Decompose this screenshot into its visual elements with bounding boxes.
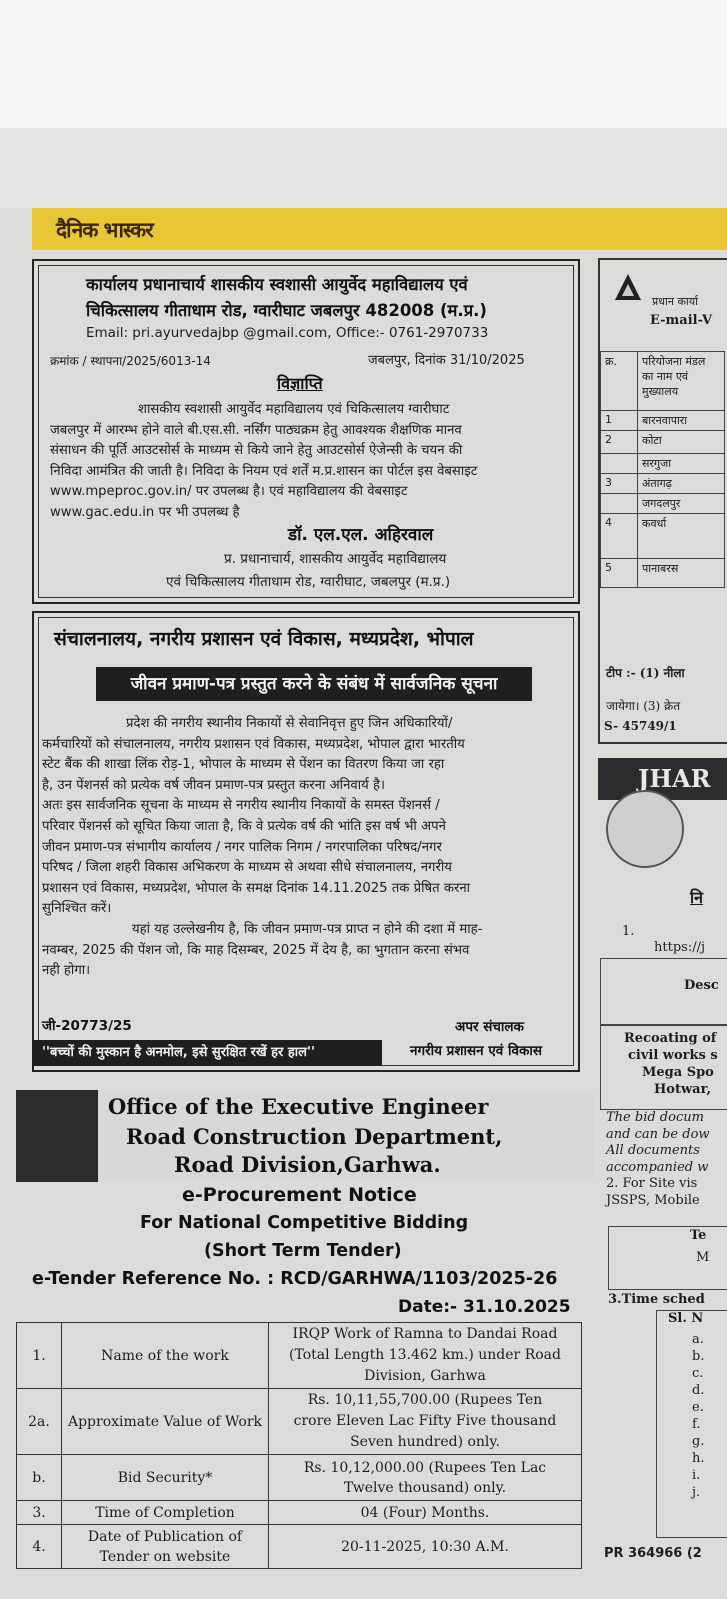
notice1-designation2: एवं चिकित्सालय गीताधाम रोड, ग्वारीघाट, जबलपुर (म.प्र.) (166, 574, 451, 590)
body-line: स्टेट बैंक की शाखा लिंक रोड़-1, भोपाल के माध्यम से पेंशन का वितरण किया जा रहा (42, 757, 445, 773)
row-name: जगदलपुर (638, 494, 725, 514)
notice2-title: संचालनालय, नगरीय प्रशासन एवं विकास, मध्यप्रदेश, भोपाल (54, 628, 474, 650)
right2-letters (692, 1331, 705, 1501)
notice2-ref: जी-20773/25 (42, 1018, 132, 1034)
notice2-body (42, 714, 570, 982)
triangle-logo-icon (614, 272, 642, 302)
body-line: www.mpeproc.gov.in/ पर उपलब्ध है। एवं महाविद्यालय की वेबसाइट (50, 484, 408, 500)
row-name: बारनवापारा (638, 411, 725, 431)
notice2-slogan: ''बच्चों की मुस्कान है अनमोल, इसे सुरक्षित रखें हर हाल'' (32, 1040, 382, 1066)
notice1-contact: Email: pri.ayurvedajbp @gmail.com, Office:- 0761-2970733 (86, 325, 489, 341)
sched-letter: f. (692, 1417, 701, 1432)
table-row (601, 352, 725, 411)
body-line: जीवन प्रमाण-पत्र संभागीय कार्यालय / नगर पालिक निगम / नगरपालिका परिषद/नगर (42, 839, 442, 855)
work-line: civil works s (628, 1048, 718, 1063)
body-line: निविदा आमंत्रित की जाती है। निविदा के नियम एवं शर्तें म.प्र.शासन का पोर्टल इस वेबसाइट (50, 463, 478, 479)
sched-letter: b. (692, 1349, 705, 1364)
notice2-sign2: नगरीय प्रशासन एवं विकास (410, 1043, 542, 1059)
table-row (17, 1389, 582, 1455)
work-line: Mega Spo (642, 1065, 714, 1080)
rcd-heading2: For National Competitive Bidding (140, 1213, 469, 1233)
row-name: सरगुजा (638, 454, 725, 474)
right-note2: जायेगा। (3) क्रेत (606, 699, 681, 713)
body-line: यहां यह उल्लेखनीय है, कि जीवन प्रमाण-पत्र प्राप्त न होने की दशा में माह- (132, 921, 483, 937)
rcd-heading3: (Short Term Tender) (204, 1241, 402, 1261)
row-no: b. (17, 1455, 62, 1501)
sched-letter: c. (692, 1366, 704, 1381)
value-line: Twelve thousand) only. (343, 1479, 507, 1496)
newspaper-logo: दैनिक भास्कर (56, 217, 153, 242)
row-value (269, 1323, 582, 1389)
row-label: Bid Security* (62, 1455, 269, 1501)
body-line: संसाधन की पूर्ति आउटसोर्स के माध्यम से किये जाने हेतु आउटसोर्स ऐजेन्सी के चयन की (50, 443, 463, 459)
text-line: and can be dow (606, 1126, 710, 1142)
body-line: प्रशासन एवं विकास, मध्यप्रदेश, भोपाल के समक्ष दिनांक 14.11.2025 तक प्रेषित करना (42, 880, 471, 896)
row-name: कोटा (638, 431, 725, 454)
row-no: 3. (17, 1501, 62, 1525)
notice1-signatory: डॉ. एल.एल. अहिरवाल (288, 525, 434, 545)
row-label: Time of Completion (62, 1501, 269, 1525)
row-no: 2 (601, 431, 638, 454)
text-line: accompanied w (606, 1159, 709, 1175)
notice1-title-line2: चिकित्सालय गीताधाम रोड, ग्वारीघाट जबलपुर 482008 (म.प्र.) (86, 301, 487, 320)
row-label: Name of the work (62, 1323, 269, 1389)
row-name: अंतागढ़ (638, 474, 725, 494)
table-row (17, 1323, 582, 1389)
right-note1: टीप :- (1) नीला (606, 666, 685, 680)
value-line: 20-11-2025, 10:30 A.M. (341, 1538, 509, 1555)
right2-te: Te (690, 1228, 707, 1243)
table-row (601, 411, 725, 431)
emblem-seal-icon (606, 790, 684, 868)
rcd-date: Date:- 31.10.2025 (398, 1297, 571, 1317)
body-line: है, उन पेंशनर्स को प्रत्येक वर्ष जीवन प्रमाण-पत्र प्रस्तुत करना अनिवार्य है। (42, 777, 385, 793)
row-name: पानाबरस (638, 559, 725, 588)
right2-m: M (696, 1250, 710, 1265)
row-no (601, 454, 638, 474)
table-row (601, 454, 725, 474)
value-line: Rs. 10,12,000.00 (Rupees Ten Lac (303, 1459, 547, 1476)
value-line: (Total Length 13.462 km.) under Road (289, 1347, 561, 1363)
right2-link: https://j (654, 940, 705, 955)
right2-sl-no: Sl. N (668, 1311, 704, 1326)
notice1-designation1: प्र. प्रधानाचार्य, शासकीय आयुर्वेद महाविद्यालय (224, 551, 447, 567)
col-no: क्र. (601, 352, 638, 411)
right2-heading: नि (690, 888, 704, 907)
rcd-tender-table (16, 1322, 582, 1569)
background-top (0, 0, 727, 128)
right-email: E-mail-V (650, 313, 713, 328)
value-line: IRQP Work of Ramna to Dandai Road (292, 1326, 558, 1342)
value-line: Rs. 10,11,55,700.00 (Rupees Ten (307, 1392, 543, 1408)
col-project: परियोजना मंडल का नाम एवं मुख्यालय (638, 352, 725, 411)
row-no: 1. (17, 1323, 62, 1389)
body-line: नवम्बर, 2025 की पेंशन जो, कि माह दिसम्बर, 2025 में देय है, का भुगतान करना संभव (42, 942, 470, 958)
sched-letter: i. (692, 1468, 701, 1483)
rcd-reference: e-Tender Reference No. : RCD/GARHWA/1103/2025-26 (32, 1269, 558, 1289)
text-line: JSSPS, Mobile (606, 1192, 700, 1208)
right2-col-desc: Desc (684, 978, 719, 993)
rcd-office-line2: Road Construction Department, (126, 1124, 503, 1149)
table-row (601, 474, 725, 494)
row-no: 5 (601, 559, 638, 588)
work-line: Recoating of (624, 1031, 717, 1046)
notice2-sign1: अपर संचालक (455, 1019, 524, 1035)
body-line: शासकीय स्वशासी आयुर्वेद महाविद्यालय एवं चिकित्सालय ग्वारीघाट (138, 402, 450, 417)
body-line: परिषद / जिला शहरी विकास अभिकरण के माध्यम से अथवा सीधे संचालनालय, नगरीय (42, 860, 452, 876)
row-no: 3 (601, 474, 638, 494)
body-line: परिवार पेंशनर्स को सूचित किया जाता है, कि वे प्रत्येक वर्ष की भांति इस वर्ष भी अपने (42, 818, 446, 834)
right2-item1: 1. (622, 924, 635, 939)
right2-pr: PR 364966 (2 (604, 1546, 702, 1561)
value-line: 04 (Four) Months. (360, 1504, 490, 1521)
row-no: 4. (17, 1525, 62, 1569)
body-line: कर्मचारियों को संचालनालय, नगरीय प्रशासन एवं विकास, मध्यप्रदेश, भोपाल द्वारा भारतीय (42, 736, 465, 752)
text-line: All documents (606, 1143, 700, 1158)
body-line: अतः इस सार्वजनिक सूचना के माध्यम से नगरीय स्थानीय निकायों के समस्त पेंशनर्स / (42, 798, 440, 814)
right-office: प्रधान कार्या (652, 295, 699, 308)
notice1-heading: विज्ञाप्ति (277, 374, 323, 393)
table-row (601, 431, 725, 454)
work-line: Hotwar, (654, 1082, 712, 1097)
row-label: Date of Publication of Tender on website (62, 1525, 269, 1569)
right2-time-sched: 3.Time sched (608, 1292, 705, 1307)
rcd-office-line1: Office of the Executive Engineer (108, 1094, 489, 1119)
notice2-banner: जीवन प्रमाण-पत्र प्रस्तुत करने के संबंध में सार्वजनिक सूचना (96, 667, 532, 701)
notice1-date: जबलपुर, दिनांक 31/10/2025 (368, 353, 525, 368)
sched-letter: g. (692, 1434, 705, 1449)
body-line: www.gac.edu.in पर भी उपलब्ध है (50, 504, 240, 520)
jharkhand-header: JHAR (598, 758, 727, 800)
row-name: कवर्धा (638, 514, 725, 559)
row-no: 2a. (17, 1389, 62, 1455)
right2-work (624, 1030, 718, 1098)
notice1-ref-no: क्रमांक / स्थापना/2025/6013-14 (50, 354, 211, 368)
value-line: Seven hundred) only. (350, 1434, 500, 1450)
rcd-office-line3: Road Division,Garhwa. (174, 1152, 441, 1177)
row-no: 1 (601, 411, 638, 431)
row-no: 4 (601, 514, 638, 559)
masthead-band (32, 208, 727, 250)
rcd-heading1: e-Procurement Notice (182, 1184, 417, 1206)
row-value (269, 1455, 582, 1501)
rcd-emblem-area (16, 1090, 98, 1182)
row-no (601, 494, 638, 514)
right-project-table (600, 351, 725, 588)
notice1-title-line1: कार्यालय प्रधानाचार्य शासकीय स्वशासी आयुर्वेद महाविद्यालय एवं (86, 275, 468, 294)
sched-letter: d. (692, 1383, 705, 1398)
row-value (269, 1501, 582, 1525)
body-line: नही होगा। (42, 963, 91, 979)
notice1-body (50, 400, 570, 524)
body-line: सुनिश्चित करें। (42, 901, 112, 917)
table-row (601, 514, 725, 559)
sched-letter: h. (692, 1451, 705, 1466)
table-row (601, 494, 725, 514)
row-value (269, 1389, 582, 1455)
table-row (17, 1455, 582, 1501)
table-row (17, 1525, 582, 1569)
right2-text (606, 1110, 710, 1209)
sched-letter: e. (692, 1400, 704, 1415)
page-margin (0, 128, 727, 208)
text-line: The bid docum (606, 1110, 704, 1125)
sched-letter: a. (692, 1332, 704, 1347)
row-label: Approximate Value of Work (62, 1389, 269, 1455)
table-row (17, 1501, 582, 1525)
row-value (269, 1525, 582, 1569)
body-line: प्रदेश की नगरीय स्थानीय निकायों से सेवानिवृत्त हुए जिन अधिकारियों/ (126, 716, 453, 731)
right-ref: S- 45749/1 (604, 719, 677, 733)
text-line: 2. For Site vis (606, 1176, 698, 1191)
body-line: जबलपुर में आरम्भ होने वाले बी.एस.सी. नर्सिंग पाठ्यक्रम हेतु आवश्यक शैक्षणिक मानव (50, 422, 462, 438)
value-line: Division, Garhwa (364, 1368, 486, 1384)
sched-letter: j. (692, 1485, 701, 1500)
table-row (601, 559, 725, 588)
value-line: crore Eleven Lac Fifty Five thousand (293, 1413, 557, 1429)
